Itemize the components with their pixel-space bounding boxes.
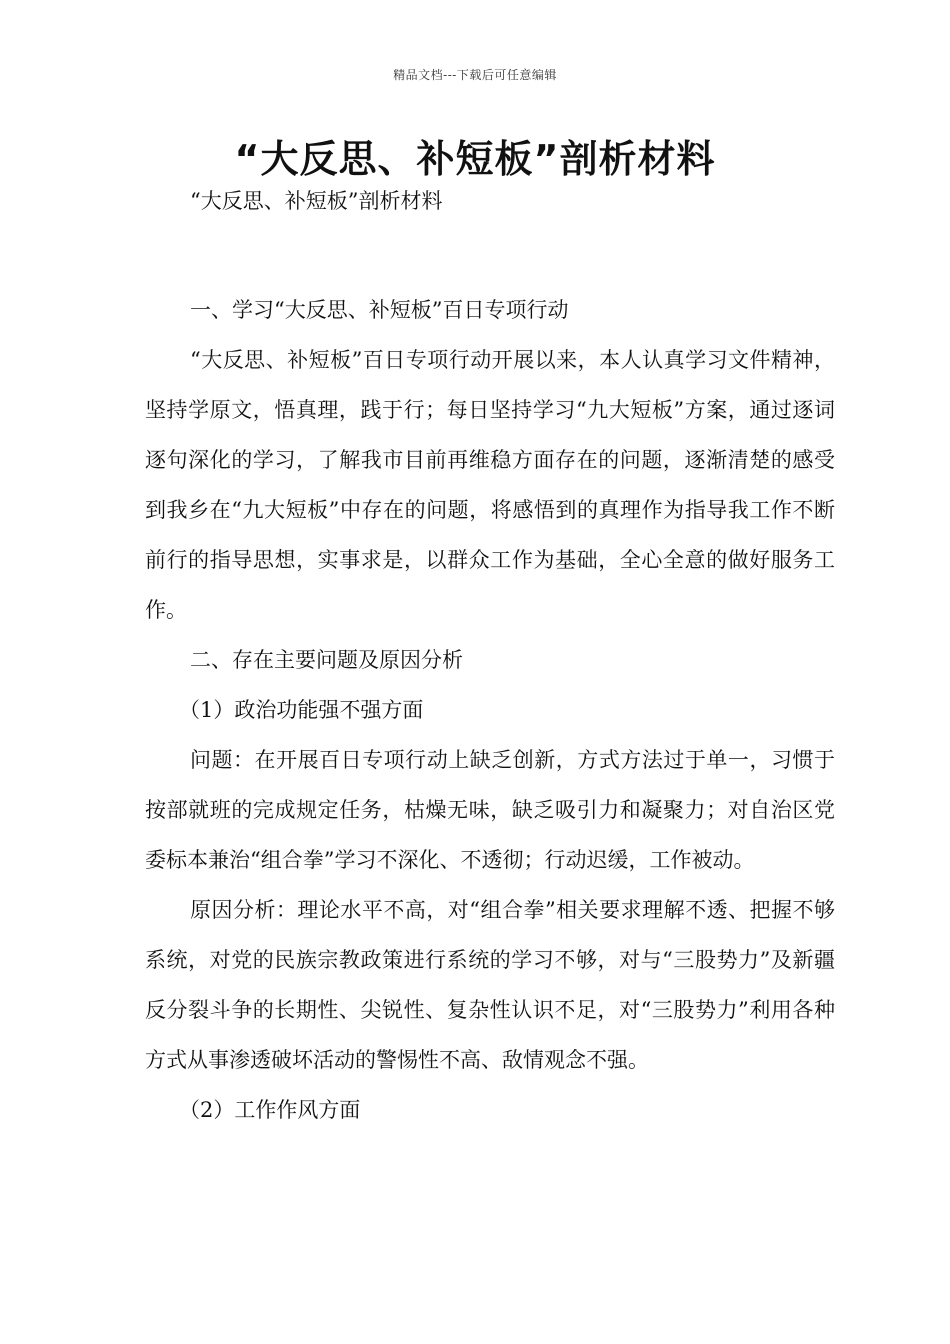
section-heading-2: 二、存在主要问题及原因分析 <box>190 648 463 672</box>
document-subtitle: “大反思、补短板”剖析材料 <box>190 189 443 213</box>
paragraph-problem: 问题：在开展百日专项行动上缺乏创新，方式方法过于单一，习惯于按部就班的完成规定任务，枯燥无味，缺乏吸引力和凝聚力；对自治区党委标本兼治“组合拳”学习不深化、不透彻；行动迟缓，工作被动。 <box>145 748 835 872</box>
paragraph-cause-analysis: 原因分析：理论水平不高，对“组合拳”相关要求理解不透、把握不够系统，对党的民族宗教政策进行系统的学习不够，对与“三股势力”及新疆反分裂斗争的长期性、尖锐性、复杂性认识不足，对“三股势力”利用各种方式从事渗透破坏活动的警惕性不高、敌情观念不强。 <box>145 898 835 1072</box>
section-heading-1: 一、学习“大反思、补短板”百日专项行动 <box>190 298 569 322</box>
subsection-heading-1: （1）政治功能强不强方面 <box>179 698 424 722</box>
page-header: 精品文档---下载后可任意编辑 <box>393 68 557 82</box>
subsection-heading-2: （2）工作作风方面 <box>179 1098 361 1122</box>
document-body <box>145 285 835 1135</box>
paragraph-study: “大反思、补短板”百日专项行动开展以来，本人认真学习文件精神，坚持学原文，悟真理，践于行；每日坚持学习“九大短板”方案，通过逐词逐句深化的学习，了解我市目前再维稳方面存在的问题，逐渐清楚的感受到我乡在“九大短板”中存在的问题，将感悟到的真理作为指导我工作不断前行的指导思想，实事求是，以群众工作为基础，全心全意的做好服务工作。 <box>145 348 835 622</box>
document-title: “大反思、补短板”剖析材料 <box>234 137 716 181</box>
